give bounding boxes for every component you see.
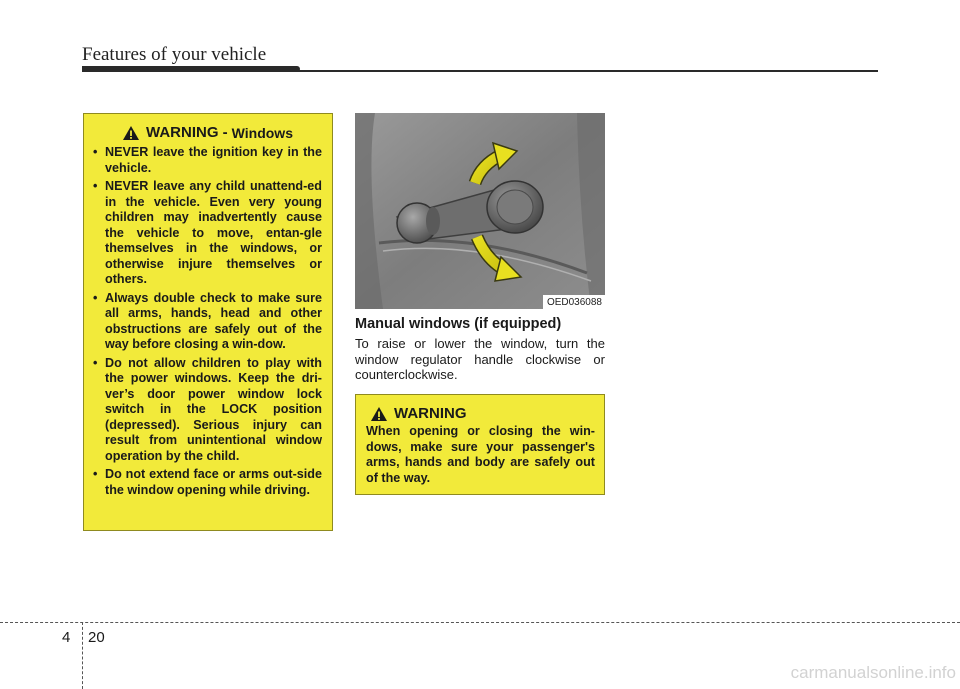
page-header-title: Features of your vehicle (82, 44, 267, 65)
warning-item: • Do not extend face or arms out-side the window opening while driving. (93, 467, 322, 498)
header-rule-thin (296, 70, 878, 72)
page-number: 20 (88, 629, 105, 646)
footer-divider (0, 622, 960, 623)
warning-windows-heading (93, 124, 322, 141)
watermark-text: carmanualsonline.info (790, 663, 956, 682)
warning-item: • NEVER leave the ignition key in the vehicle. (93, 145, 322, 176)
warning-general-heading (366, 405, 595, 422)
warning-item: • Always double check to make sure all arms, hands, head and other obstructions are safely out of the way before closing a win-dow. (93, 291, 322, 353)
warning-triangle-icon (122, 125, 140, 141)
warning-general-text: When opening or closing the win-dows, make sure your passenger's arms, hands and body are safely out of the way. (366, 424, 595, 485)
warning-item: • NEVER leave any child unattend-ed in the vehicle. Even very young children may inadvertently cause the vehicle to move, entan-gle themselves in the windows, or otherwise injure themselves or others. (93, 179, 322, 288)
window-crank-illustration (355, 113, 605, 309)
section-body-text: To raise or lower the window, turn the window regulator handle clockwise or counterclockwise. (355, 336, 605, 382)
figure-code-label: OED036088 (543, 295, 605, 309)
warning-windows-title: WARNING - (146, 124, 228, 141)
warning-windows-subtitle: Windows (231, 124, 293, 141)
warning-general-box (355, 394, 605, 495)
footer-vertical-divider (82, 622, 83, 689)
chapter-number: 4 (62, 629, 71, 646)
warning-windows-list (93, 145, 322, 498)
warning-item: • Do not allow children to play with the power windows. Keep the dri-ver’s door power window lock switch in the LOCK position (depressed). Serious injury can result from unintentional window operation by the child. (93, 356, 322, 465)
window-crank-figure (355, 113, 605, 309)
section-title: Manual windows (if equipped) (355, 316, 562, 332)
header-rule-thick (82, 66, 300, 72)
warning-windows-box (83, 113, 333, 531)
warning-triangle-icon (370, 406, 388, 422)
warning-general-title: WARNING (394, 405, 467, 422)
